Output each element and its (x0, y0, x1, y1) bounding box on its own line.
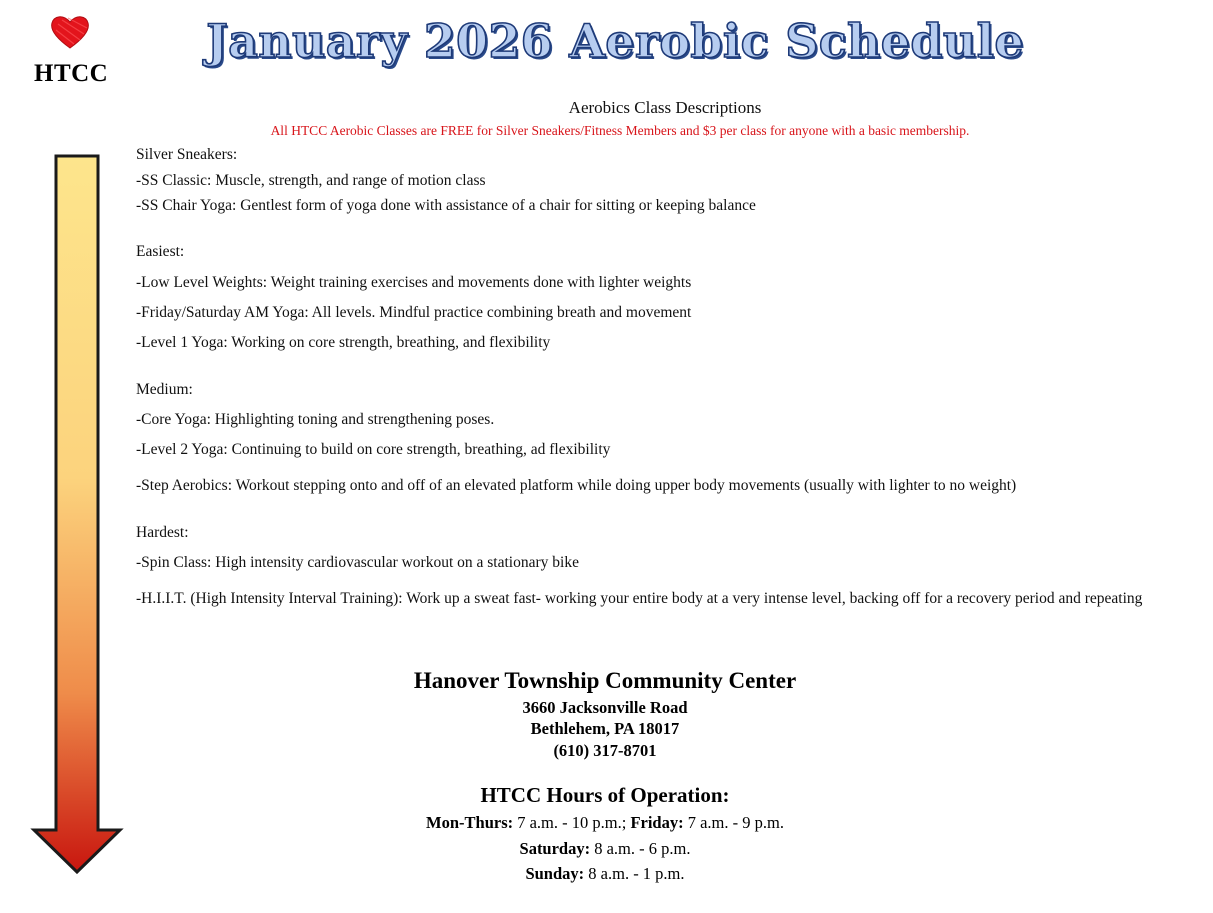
pricing-note: All HTCC Aerobic Classes are FREE for Silver Sneakers/Fitness Members and $3 per class for anyone with a basic membership. (270, 123, 970, 138)
category-heading-easiest: Easiest: (136, 243, 185, 260)
category-heading-silver-sneakers: Silver Sneakers: (136, 146, 238, 163)
class-description: -SS Classic: Muscle, strength, and range of motion class (136, 172, 486, 189)
page-title: January 2026 Aerobic Schedule (206, 14, 1024, 68)
hours-label: Sunday: (525, 864, 585, 883)
phone-number: (610) 317-8701 (553, 741, 657, 760)
hours-sunday (300, 864, 910, 884)
htcc-logo (30, 14, 118, 90)
category-heading-medium: Medium: (136, 381, 193, 398)
address-line-1: 3660 Jacksonville Road (522, 698, 688, 717)
hours-value: 7 a.m. - 9 p.m. (687, 813, 784, 832)
heart-icon (50, 14, 90, 50)
class-description: -Spin Class: High intensity cardiovascular workout on a stationary bike (136, 554, 579, 571)
address-line-2: Bethlehem, PA 18017 (530, 719, 680, 738)
class-description: -Level 1 Yoga: Working on core strength, breathing, and flexibility (136, 334, 551, 351)
class-description: -Friday/Saturday AM Yoga: All levels. Mindful practice combining breath and movement (136, 304, 692, 321)
class-description: -H.I.I.T. (High Intensity Interval Training): Work up a sweat fast- working your entire body at a very intense level, backing off for a recovery period and repeating (136, 590, 1143, 607)
class-description: -Low Level Weights: Weight training exercises and movements done with lighter weights (136, 274, 692, 291)
organization-name: Hanover Township Community Center (413, 668, 797, 693)
hours-label: Saturday: (519, 839, 591, 858)
logo-text: HTCC (34, 60, 109, 87)
hours-value: 8 a.m. - 1 p.m. (588, 864, 685, 883)
category-heading-hardest: Hardest: (136, 524, 189, 541)
hours-value: 7 a.m. - 10 p.m.; (517, 813, 627, 832)
hours-value: 8 a.m. - 6 p.m. (594, 839, 691, 858)
hours-saturday (300, 839, 910, 859)
class-description: -Level 2 Yoga: Continuing to build on core strength, breathing, ad flexibility (136, 441, 611, 458)
class-description: -Core Yoga: Highlighting toning and strengthening poses. (136, 411, 495, 428)
class-description: -SS Chair Yoga: Gentlest form of yoga done with assistance of a chair for sitting or keeping balance (136, 197, 756, 214)
hours-title: HTCC Hours of Operation: (480, 783, 730, 807)
section-title: Aerobics Class Descriptions (568, 98, 762, 117)
hours-weekdays (300, 813, 910, 833)
hours-label: Mon-Thurs: (426, 813, 514, 832)
class-description: -Step Aerobics: Workout stepping onto and off of an elevated platform while doing upper body movements (usually with lighter to no weight) (136, 477, 1017, 494)
down-arrow-icon (30, 154, 124, 876)
hours-label: Friday: (630, 813, 684, 832)
